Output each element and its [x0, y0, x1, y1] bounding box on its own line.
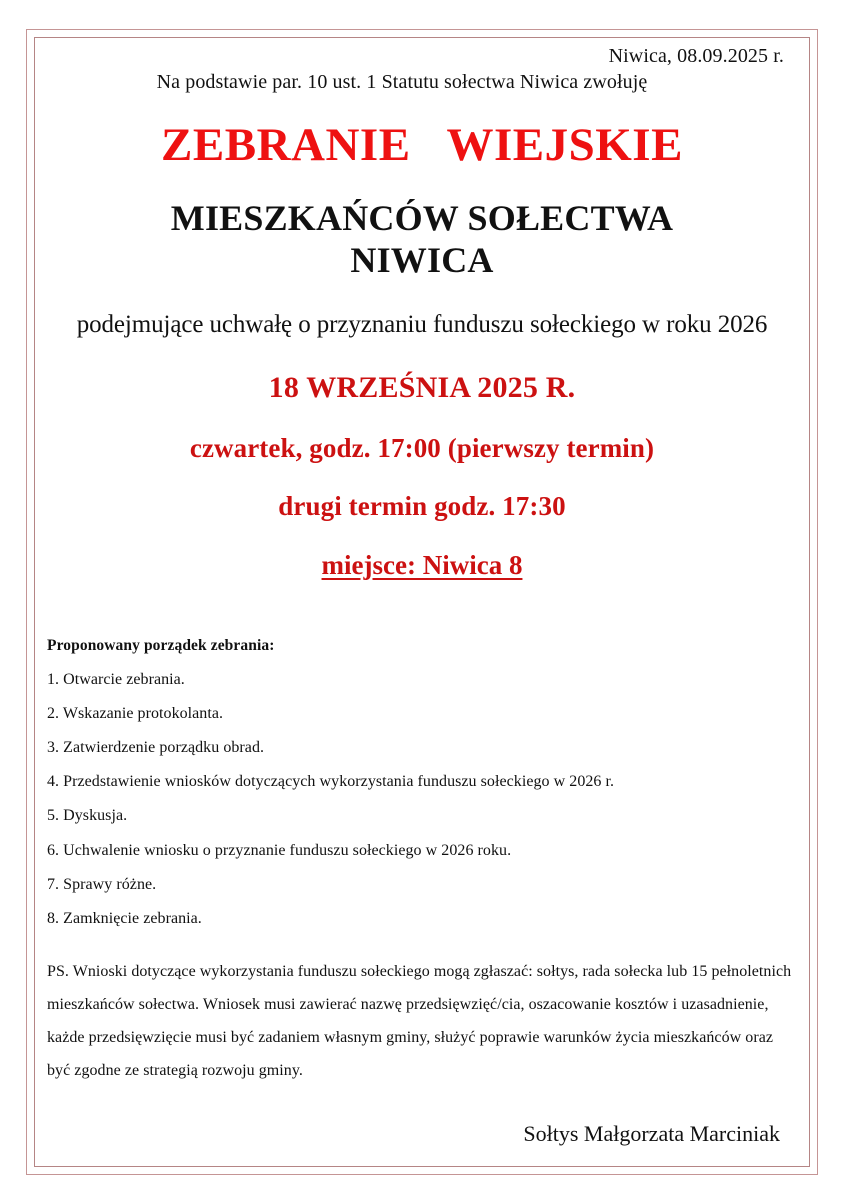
agenda-list — [47, 670, 802, 929]
place-and-date: Niwica, 08.09.2025 r. — [608, 45, 784, 67]
list-item: 5. Dyskusja. — [47, 807, 128, 825]
poster-content — [42, 40, 802, 1160]
list-item: 7. Sprawy różne. — [47, 875, 157, 893]
meeting-date: 18 WRZEŚNIA 2025 R. — [268, 370, 576, 404]
subtitle — [42, 198, 802, 282]
list-item: 3. Zatwierdzenie porządku obrad. — [47, 738, 265, 756]
list-item: 1. Otwarcie zebrania. — [47, 670, 185, 688]
list-item: 4. Przedstawienie wniosków dotyczących wykorzystania funduszu sołeckiego w 2026 r. — [47, 773, 615, 791]
meeting-location — [42, 549, 802, 581]
postscript-note: PS. Wnioski dotyczące wykorzystania funduszu sołeckiego mogą zgłaszać: sołtys, rada sołecka lub 15 pełnoletnich mieszkańców sołectwa. Wniosek musi zawierać nazwę przedsięwzięć/cia, oszacowanie kosztów i uzasadnienie, każde przedsięwzięcie musi być zadaniem własnym gminy, służyć poprawie warunków życia mieszkańców oraz być zgodne ze strategią rozwoju gminy. — [47, 963, 792, 1079]
legal-basis-text: Na podstawie par. 10 ust. 1 Statutu sołectwa Niwica zwołuję — [156, 71, 648, 93]
list-item: 2. Wskazanie protokolanta. — [47, 704, 224, 722]
list-item: 8. Zamknięcie zebrania. — [47, 909, 202, 927]
subtitle-line-1: MIESZKAŃCÓW SOŁECTWA — [170, 198, 674, 239]
subtitle-line-2: NIWICA — [350, 240, 494, 281]
meeting-time-first-term: czwartek, godz. 17:00 (pierwszy termin) — [189, 432, 655, 463]
agenda-section — [42, 637, 802, 928]
agenda-heading: Proponowany porządek zebrania: — [47, 637, 275, 655]
meeting-time-second-term: drugi termin godz. 17:30 — [278, 491, 566, 522]
page-title: ZEBRANIE WIEJSKIE — [161, 119, 683, 171]
signature: Sołtys Małgorzata Marciniak — [523, 1121, 780, 1147]
meeting-location-text: miejsce: Niwica 8 — [321, 549, 523, 580]
list-item: 6. Uchwalenie wniosku o przyznanie funduszu sołeckiego w 2026 roku. — [47, 841, 512, 859]
meeting-purpose: podejmujące uchwałę o przyznaniu funduszu sołeckiego w roku 2026 — [76, 310, 768, 338]
